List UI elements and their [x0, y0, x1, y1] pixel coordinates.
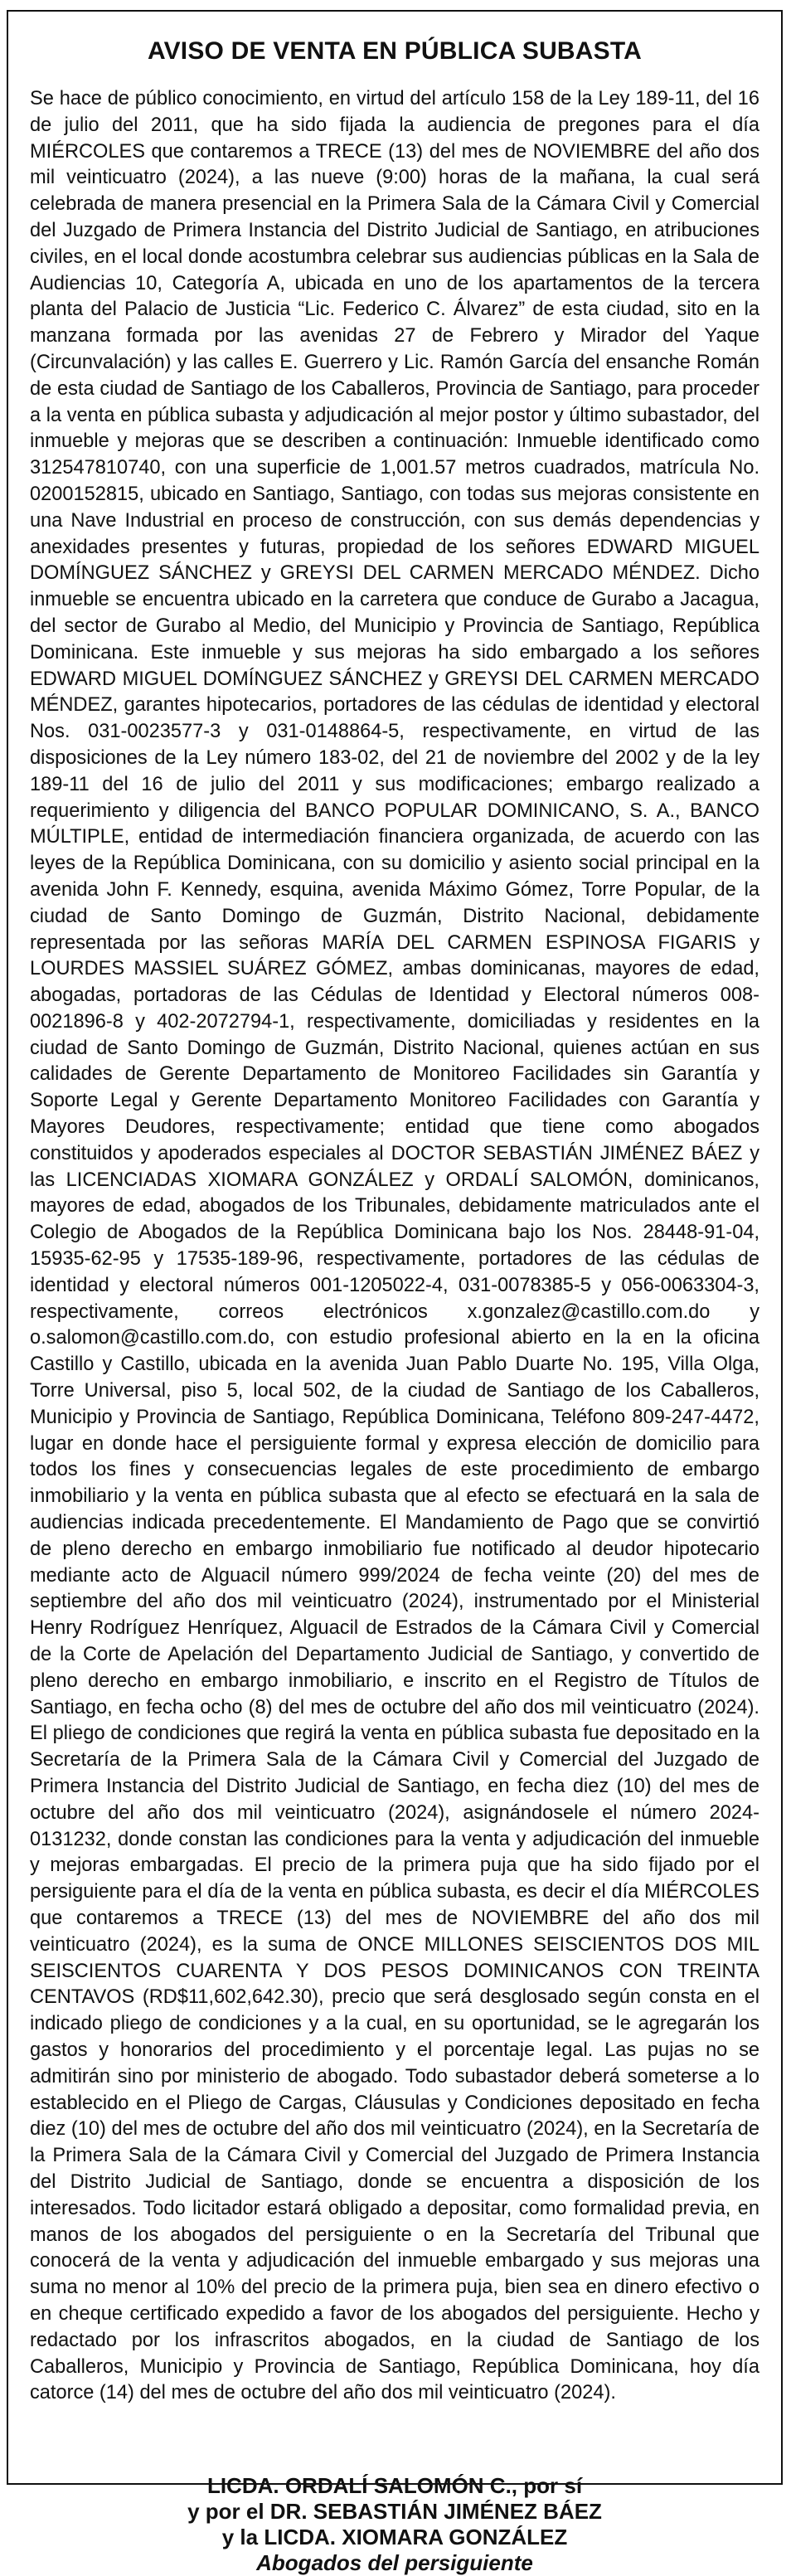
- signature-block: [8, 2473, 781, 2576]
- notice-title: AVISO DE VENTA EN PÚBLICA SUBASTA: [147, 37, 643, 65]
- signature-line-3: y la LICDA. XIOMARA GONZÁLEZ: [221, 2525, 568, 2550]
- signature-line-2: y por el DR. SEBASTIÁN JIMÉNEZ BÁEZ: [187, 2499, 602, 2525]
- signature-line-1: LICDA. ORDALÍ SALOMÓN C., por sí: [206, 2473, 583, 2499]
- signature-line-4: Abogados del persiguiente: [256, 2550, 533, 2576]
- legal-notice: [7, 10, 783, 2576]
- notice-body: Se hace de público conocimiento, en virtud del artículo 158 de la Ley 189-11, del 16 de julio del 2011, que ha sido fijada la audiencia de pregones para el día MIÉRCOLES que contaremos a TRECE (13) del mes de NOVIEMBRE del año dos mil veinticuatro (2024), a las nueve (9:00) horas de la mañana, la cual será celebrada de manera presencial en la Primera Sala de la Cámara Civil y Comercial del Juzgado de Primera Instancia del Distrito Judicial de Santiago, en atribuciones civiles, en el local donde acostumbra celebrar sus audiencias públicas en la Sala de Audiencias 10, Categoría A, ubicada en uno de los apartamentos de la tercera planta del Palacio de Justicia “Lic. Federico C. Álvarez” de esta ciudad, sito en la manzana formada por las avenidas 27 de Febrero y Mirador del Yaque (Circunvalación) y las calles E. Guerrero y Lic. Ramón García del ensanche Román de esta ciudad de Santiago de los Caballeros, Provincia de Santiago, para proceder a la venta en pública subasta y adjudicación al mejor postor y último subastador, del inmueble y mejoras que se describen a continuación: Inmueble identificado como 312547810740, con una superficie de 1,001.57 metros cuadrados, matrícula No. 0200152815, ubicado en Santiago, Santiago, con todas sus mejoras consistente en una Nave Industrial en proceso de construcción, con sus demás dependencias y anexidades presentes y futuras, propiedad de los señores EDWARD MIGUEL DOMÍNGUEZ SÁNCHEZ y GREYSI DEL CARMEN MERCADO MÉNDEZ. Dicho inmueble se encuentra ubicado en la carretera que conduce de Gurabo a Jacagua, del sector de Gurabo al Medio, del Municipio y Provincia de Santiago, República Dominicana. Este inmueble y sus mejoras ha sido embargado a los señores EDWARD MIGUEL DOMÍNGUEZ SÁNCHEZ y GREYSI DEL CARMEN MERCADO MÉNDEZ, garantes hipotecarios, portadores de las cédulas de identidad y electoral Nos. 031-0023577-3 y 031-0148864-5, respectivamente, en virtud de las disposiciones de la Ley número 183-02, del 21 de noviembre del 2002 y de la ley 189-11 del 16 de julio del 2011 y sus modificaciones; embargo realizado a requerimiento y diligencia del BANCO POPULAR DOMINICANO, S. A., BANCO MÚLTIPLE, entidad de intermediación financiera organizada, de acuerdo con las leyes de la República Dominicana, con su domicilio y asiento social principal en la avenida John F. Kennedy, esquina, avenida Máximo Gómez, Torre Popular, de la ciudad de Santo Domingo de Guzmán, Distrito Nacional, debidamente representada por las señoras MARÍA DEL CARMEN ESPINOSA FIGARIS y LOURDES MASSIEL SUÁREZ GÓMEZ, ambas dominicanas, mayores de edad, abogadas, portadoras de las Cédulas de Identidad y Electoral números 008-0021896-8 y 402-2072794-1, respectivamente, domiciliadas y residentes en la ciudad de Santo Domingo de Guzmán, Distrito Nacional, quienes actúan en sus calidades de Gerente Departamento de Monitoreo Facilidades sin Garantía y Soporte Legal y Gerente Departamento Monitoreo Facilidades con Garantía y Mayores Deudores, respectivamente; entidad que tiene como abogados constituidos y apoderados especiales al DOCTOR SEBASTIÁN JIMÉNEZ BÁEZ y las LICENCIADAS XIOMARA GONZÁLEZ y ORDALÍ SALOMÓN, dominicanos, mayores de edad, abogados de los Tribunales, debidamente matriculados ante el Colegio de Abogados de la República Dominicana bajo los Nos. 28448-91-04, 15935-62-95 y 17535-189-96, respectivamente, portadores de las cédulas de identidad y electoral números 001-1205022-4, 031-0078385-5 y 056-0063304-3, respectivamente, correos electrónicos x.gonzalez@castillo.com.do y o.salomon@castillo.com.do, con estudio profesional abierto en la en la oficina Castillo y Castillo, ubicada en la avenida Juan Pablo Duarte No. 195, Villa Olga, Torre Universal, piso 5, local 502, de la ciudad de Santiago de los Caballeros, Municipio y Provincia de Santiago, República Dominicana, Teléfono 809-247-4472, lugar en donde hace el persiguiente formal y expresa elección de domicilio para todos los fines y consecuencias legales de este procedimiento de embargo inmobiliario y la venta en pública subasta que al efecto se efectuará en la sala de audiencias indicada precedentemente. El Mandamiento de Pago que se convirtió de pleno derecho en embargo inmobiliario fue notificado al deudor hipotecario mediante acto de Alguacil número 999/2024 de fecha veinte (20) del mes de septiembre del año dos mil veinticuatro (2024), instrumentado por el Ministerial Henry Rodríguez Henríquez, Alguacil de Estrados de la Cámara Civil y Comercial de la Corte de Apelación del Departamento Judicial de Santiago, y convertido de pleno derecho en embargo inmobiliario, e inscrito en el Registro de Títulos de Santiago, en fecha ocho (8) del mes de octubre del año dos mil veinticuatro (2024). El pliego de condiciones que regirá la venta en pública subasta fue depositado en la Secretaría de la Primera Sala de la Cámara Civil y Comercial del Juzgado de Primera Instancia del Distrito Judicial de Santiago, en fecha diez (10) del mes de octubre del año dos mil veinticuatro (2024), asignándosele el número 2024-0131232, donde constan las condiciones para la venta y adjudicación del inmueble y mejoras embargadas. El precio de la primera puja que ha sido fijado por el persiguiente para el día de la venta en pública subasta, es decir el día MIÉRCOLES que contaremos a TRECE (13) del mes de NOVIEMBRE del año dos mil veinticuatro (2024), es la suma de ONCE MILLONES SEISCIENTOS DOS MIL SEISCIENTOS CUARENTA Y DOS PESOS DOMINICANOS CON TREINTA CENTAVOS (RD$11,602,642.30), precio que será desglosado según consta en el indicado pliego de condiciones y a la cual, en su oportunidad, se le agregarán los gastos y honorarios del procedimiento y el porcentaje legal. Las pujas no se admitirán sino por ministerio de abogado. Todo subastador deberá someterse a lo establecido en el Pliego de Cargas, Cláusulas y Condiciones depositado en fecha diez (10) del mes de octubre del año dos mil veinticuatro (2024), en la Secretaría de la Primera Sala de la Cámara Civil y Comercial del Juzgado de Primera Instancia del Distrito Judicial de Santiago, donde se encuentra a disposición de los interesados. Todo licitador estará obligado a depositar, como formalidad previa, en manos de los abogados del persiguiente o en la Secretaría del Tribunal que conocerá de la venta y adjudicación del inmueble embargado y sus mejoras una suma no menor al 10% del precio de la primera puja, bien sea en dinero efectivo o en cheque certificado expedido a favor de los abogados del persiguiente. Hecho y redactado por los infrascritos abogados, en la ciudad de Santiago de los Caballeros, Municipio y Provincia de Santiago, República Dominicana, hoy día catorce (14) del mes de octubre del año dos mil veinticuatro (2024).: [30, 88, 759, 2404]
